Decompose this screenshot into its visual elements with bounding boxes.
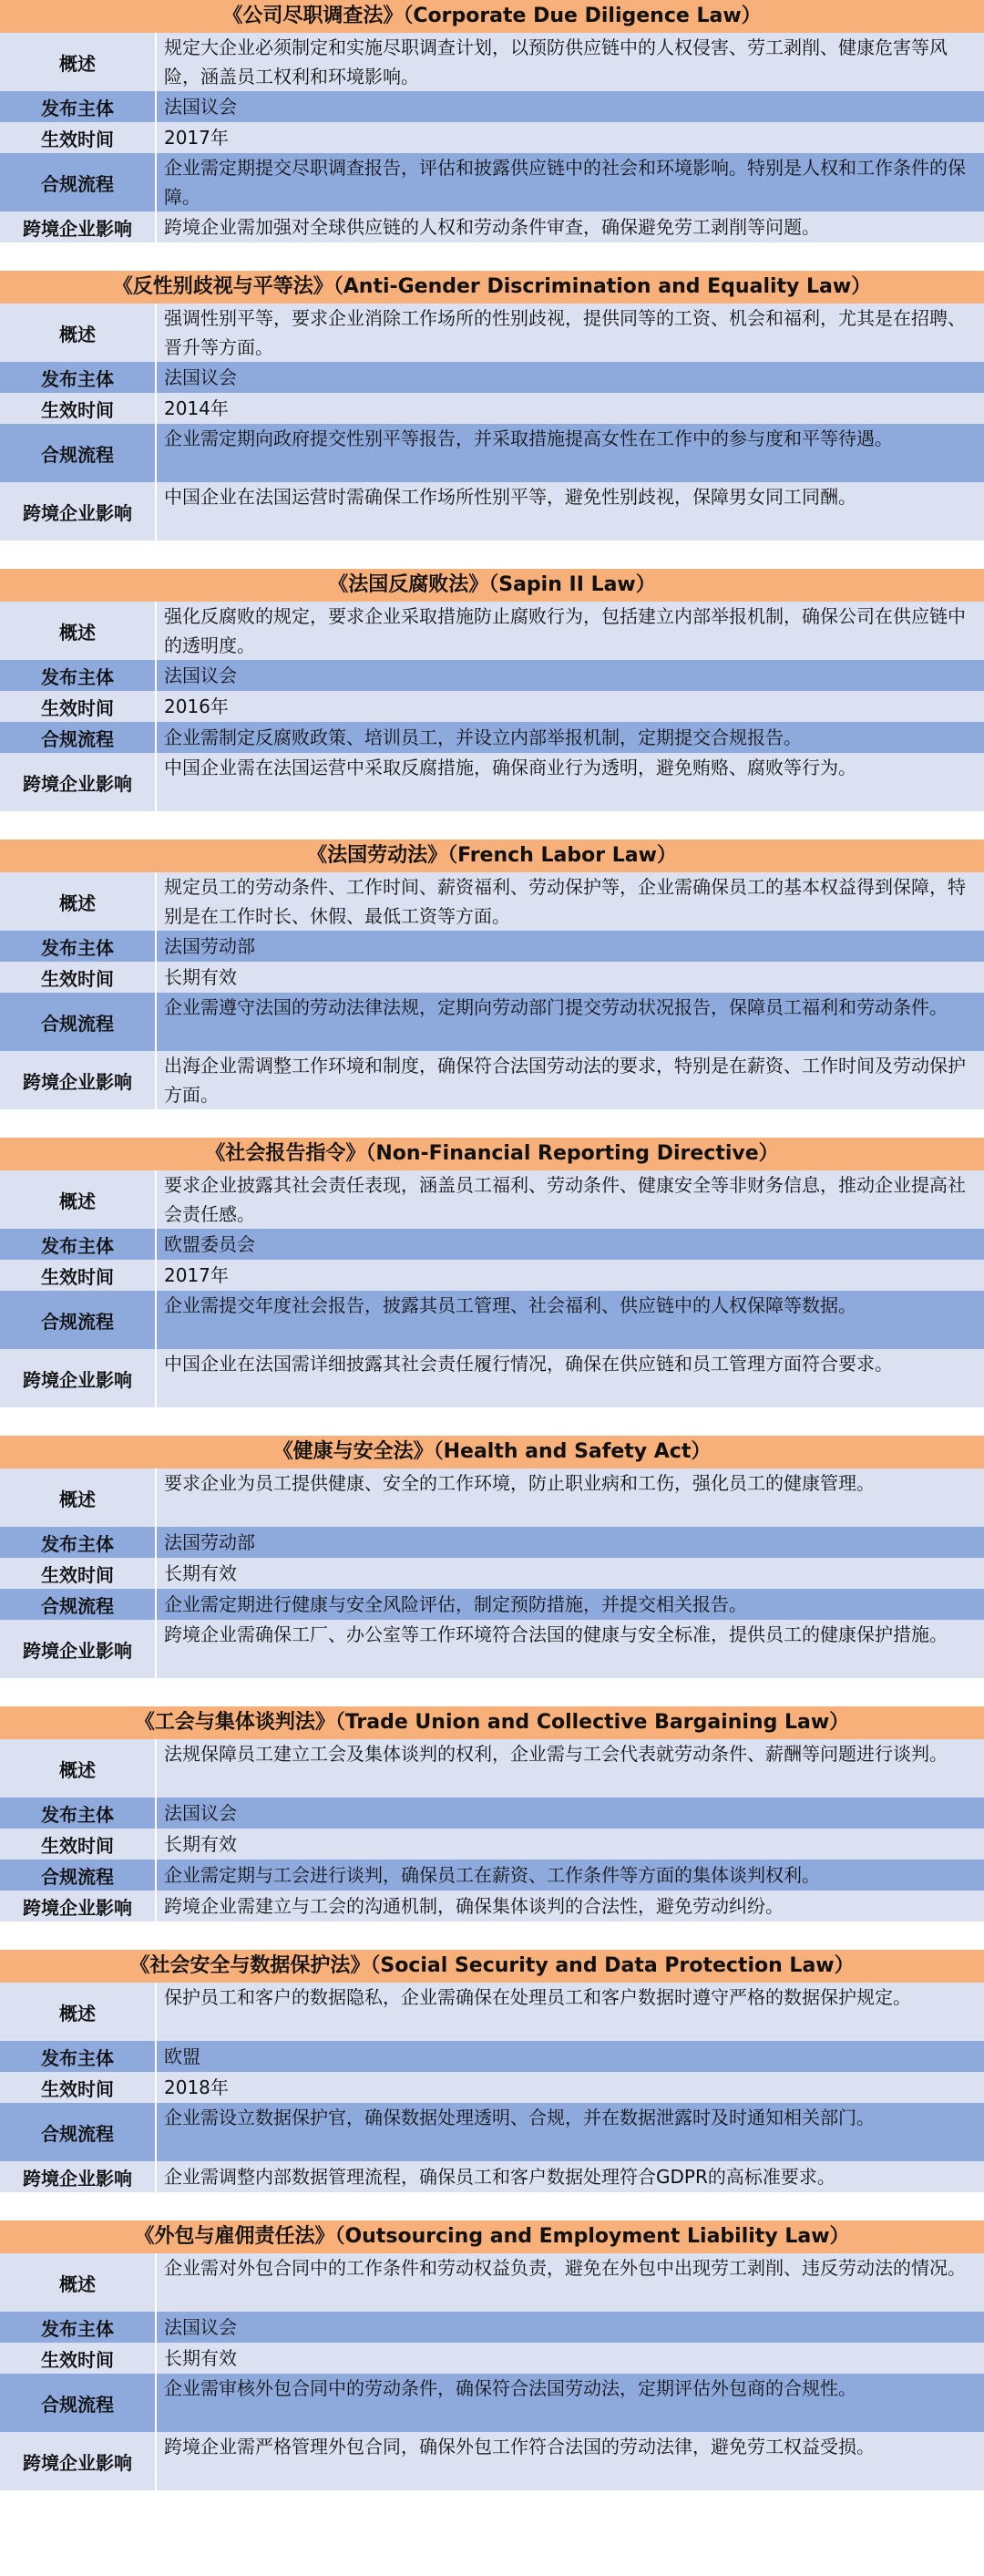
row-label-impact: 跨境企业影响 xyxy=(0,2432,157,2490)
law-row-impact xyxy=(0,753,984,811)
law-row-effective xyxy=(0,1829,984,1860)
row-label-issuer: 发布主体 xyxy=(0,91,157,122)
row-value-text: 要求企业为员工提供健康、安全的工作环境，防止职业病和工伤，强化员工的健康管理。 xyxy=(164,1472,875,1494)
row-value-overview xyxy=(157,1468,984,1527)
row-value-issuer xyxy=(157,1527,984,1558)
row-value-text: 企业需定期向政府提交性别平等报告，并采取措施提高女性在工作中的参与度和平等待遇。 xyxy=(164,428,893,449)
row-value-impact xyxy=(157,753,984,811)
row-label-effective: 生效时间 xyxy=(0,962,157,993)
row-value-effective xyxy=(157,122,984,153)
row-value-effective xyxy=(157,1558,984,1589)
row-value-text: 保护员工和客户的数据隐私，企业需确保在处理员工和客户数据时遵守严格的数据保护规定。 xyxy=(164,1986,911,2008)
row-label-effective: 生效时间 xyxy=(0,691,157,722)
row-value-text: 跨境企业需建立与工会的沟通机制，确保集体谈判的合法性，避免劳动纠纷。 xyxy=(164,1895,784,1917)
row-value-text: 中国企业在法国运营时需确保工作场所性别平等，避免性别歧视，保障男女同工同酬。 xyxy=(164,486,856,508)
row-value-text: 出海企业需调整工作环境和制度，确保符合法国劳动法的要求，特别是在薪资、工作时间及劳动保护方面。 xyxy=(164,1055,966,1106)
law-row-process xyxy=(0,153,984,211)
row-label-overview: 概述 xyxy=(0,2253,157,2312)
row-label-effective: 生效时间 xyxy=(0,2343,157,2374)
row-label-overview: 概述 xyxy=(0,304,157,362)
row-value-impact xyxy=(157,1349,984,1407)
law-title: 《社会报告指令》（Non-Financial Reporting Directive） xyxy=(0,1138,984,1170)
law-row-issuer xyxy=(0,1798,984,1829)
row-label-overview: 概述 xyxy=(0,602,157,660)
row-value-impact xyxy=(157,1620,984,1678)
row-value-impact xyxy=(157,2432,984,2490)
row-value-process xyxy=(157,1589,984,1620)
law-row-issuer xyxy=(0,1527,984,1558)
law-title: 《外包与雇佣责任法》（Outsourcing and Employment Liability Law） xyxy=(0,2221,984,2253)
row-value-text: 长期有效 xyxy=(164,1562,237,1584)
law-row-effective xyxy=(0,2343,984,2374)
law-row-effective xyxy=(0,2072,984,2103)
law-row-impact xyxy=(0,1891,984,1922)
row-value-text: 中国企业需在法国运营中采取反腐措施，确保商业行为透明，避免贿赂、腐败等行为。 xyxy=(164,757,856,778)
row-label-effective: 生效时间 xyxy=(0,393,157,424)
row-value-overview xyxy=(157,33,984,91)
row-value-issuer xyxy=(157,660,984,691)
row-value-effective xyxy=(157,2343,984,2374)
row-value-overview xyxy=(157,602,984,660)
row-label-issuer: 发布主体 xyxy=(0,2041,157,2072)
row-value-text: 企业需遵守法国的劳动法律法规，定期向劳动部门提交劳动状况报告，保障员工福利和劳动条件。 xyxy=(164,996,948,1018)
row-label-impact: 跨境企业影响 xyxy=(0,2161,157,2192)
row-value-text: 法国议会 xyxy=(164,96,237,118)
row-label-impact: 跨境企业影响 xyxy=(0,1051,157,1109)
law-row-issuer xyxy=(0,91,984,122)
row-label-impact: 跨境企业影响 xyxy=(0,1620,157,1678)
law-section xyxy=(0,1138,984,1407)
law-row-overview xyxy=(0,1170,984,1229)
row-value-text: 法国议会 xyxy=(164,366,237,388)
row-value-text: 法国议会 xyxy=(164,1802,237,1824)
law-row-issuer xyxy=(0,1229,984,1260)
row-value-overview xyxy=(157,304,984,362)
law-title: 《工会与集体谈判法》（Trade Union and Collective Bargaining Law） xyxy=(0,1706,984,1739)
row-label-process: 合规流程 xyxy=(0,722,157,753)
law-row-process xyxy=(0,2103,984,2161)
row-label-issuer: 发布主体 xyxy=(0,2312,157,2343)
row-value-text: 企业需定期提交尽职调查报告，评估和披露供应链中的社会和环境影响。特别是人权和工作条件的保障。 xyxy=(164,157,966,208)
law-row-process xyxy=(0,722,984,753)
row-value-effective xyxy=(157,393,984,424)
row-value-text: 2016年 xyxy=(164,696,229,717)
row-value-overview xyxy=(157,1170,984,1229)
row-label-process: 合规流程 xyxy=(0,2103,157,2161)
row-value-text: 欧盟 xyxy=(164,2045,200,2067)
law-title: 《健康与安全法》（Health and Safety Act） xyxy=(0,1436,984,1468)
row-value-overview xyxy=(157,1739,984,1798)
law-row-impact xyxy=(0,1620,984,1678)
law-row-overview xyxy=(0,2253,984,2312)
row-label-impact: 跨境企业影响 xyxy=(0,753,157,811)
row-value-overview xyxy=(157,1983,984,2041)
row-label-impact: 跨境企业影响 xyxy=(0,1349,157,1407)
law-row-effective xyxy=(0,1558,984,1589)
row-value-text: 企业需审核外包合同中的劳动条件，确保符合法国劳动法，定期评估外包商的合规性。 xyxy=(164,2377,856,2399)
law-row-process xyxy=(0,1291,984,1349)
row-value-text: 企业需调整内部数据管理流程，确保员工和客户数据处理符合GDPR的高标准要求。 xyxy=(164,2166,835,2188)
law-row-impact xyxy=(0,2432,984,2490)
row-value-process xyxy=(157,153,984,211)
row-label-issuer: 发布主体 xyxy=(0,362,157,393)
law-row-issuer xyxy=(0,660,984,691)
section-gap xyxy=(0,2192,984,2221)
row-value-effective xyxy=(157,1260,984,1291)
row-label-impact: 跨境企业影响 xyxy=(0,1891,157,1922)
row-value-issuer xyxy=(157,91,984,122)
section-gap xyxy=(0,1109,984,1138)
law-row-impact xyxy=(0,1349,984,1407)
row-label-process: 合规流程 xyxy=(0,1291,157,1349)
law-section xyxy=(0,0,984,242)
row-value-text: 长期有效 xyxy=(164,1833,237,1855)
law-section xyxy=(0,1436,984,1678)
law-row-overview xyxy=(0,872,984,931)
row-value-text: 企业需设立数据保护官，确保数据处理透明、合规，并在数据泄露时及时通知相关部门。 xyxy=(164,2107,875,2128)
row-value-text: 规定员工的劳动条件、工作时间、薪资福利、劳动保护等，企业需确保员工的基本权益得到保障，特别是在工作时长、休假、最低工资等方面。 xyxy=(164,876,966,927)
row-label-process: 合规流程 xyxy=(0,2374,157,2432)
row-label-overview: 概述 xyxy=(0,872,157,931)
row-label-overview: 概述 xyxy=(0,1468,157,1527)
row-label-impact: 跨境企业影响 xyxy=(0,211,157,242)
law-row-process xyxy=(0,2374,984,2432)
row-value-impact xyxy=(157,1051,984,1109)
section-gap xyxy=(0,811,984,840)
law-title: 《社会安全与数据保护法》（Social Security and Data Protection Law） xyxy=(0,1950,984,1983)
row-value-text: 跨境企业需加强对全球供应链的人权和劳动条件审查，确保避免劳工剥削等问题。 xyxy=(164,216,820,238)
law-title: 《公司尽职调查法》（Corporate Due Diligence Law） xyxy=(0,0,984,33)
row-value-text: 跨境企业需严格管理外包合同，确保外包工作符合法国的劳动法律，避免劳工权益受损。 xyxy=(164,2436,875,2458)
row-label-overview: 概述 xyxy=(0,1739,157,1798)
row-value-process xyxy=(157,1860,984,1891)
law-title: 《法国反腐败法》（Sapin II Law） xyxy=(0,569,984,602)
row-value-overview xyxy=(157,872,984,931)
row-value-issuer xyxy=(157,931,984,962)
row-value-text: 法规保障员工建立工会及集体谈判的权利，企业需与工会代表就劳动条件、薪酬等问题进行谈判。 xyxy=(164,1743,948,1765)
section-gap xyxy=(0,242,984,271)
law-row-overview xyxy=(0,304,984,362)
row-value-text: 长期有效 xyxy=(164,966,237,988)
row-value-text: 2014年 xyxy=(164,397,229,419)
law-row-issuer xyxy=(0,362,984,393)
section-gap xyxy=(0,1678,984,1706)
law-section xyxy=(0,569,984,811)
row-label-effective: 生效时间 xyxy=(0,122,157,153)
row-value-text: 规定大企业必须制定和实施尽职调查计划，以预防供应链中的人权侵害、劳工剥削、健康危害等风险，涵盖员工权利和环境影响。 xyxy=(164,36,948,88)
row-value-process xyxy=(157,722,984,753)
row-label-effective: 生效时间 xyxy=(0,2072,157,2103)
row-value-text: 企业需定期进行健康与安全风险评估，制定预防措施，并提交相关报告。 xyxy=(164,1593,747,1615)
law-row-process xyxy=(0,1589,984,1620)
row-label-process: 合规流程 xyxy=(0,993,157,1051)
row-value-text: 企业需制定反腐败政策、培训员工，并设立内部举报机制，定期提交合规报告。 xyxy=(164,726,802,748)
law-row-effective xyxy=(0,393,984,424)
row-label-overview: 概述 xyxy=(0,1170,157,1229)
law-row-overview xyxy=(0,1983,984,2041)
law-row-process xyxy=(0,993,984,1051)
row-value-process xyxy=(157,424,984,482)
law-row-issuer xyxy=(0,2312,984,2343)
row-value-text: 2017年 xyxy=(164,1264,229,1286)
row-value-text: 法国议会 xyxy=(164,2316,237,2338)
law-section xyxy=(0,840,984,1109)
row-value-text: 2018年 xyxy=(164,2076,229,2098)
row-value-text: 企业需对外包合同中的工作条件和劳动权益负责，避免在外包中出现劳工剥削、违反劳动法的情况。 xyxy=(164,2257,966,2279)
row-value-text: 中国企业在法国需详细披露其社会责任履行情况，确保在供应链和员工管理方面符合要求。 xyxy=(164,1353,893,1375)
law-row-effective xyxy=(0,1260,984,1291)
row-label-overview: 概述 xyxy=(0,1983,157,2041)
row-label-effective: 生效时间 xyxy=(0,1829,157,1860)
law-row-effective xyxy=(0,691,984,722)
row-value-process xyxy=(157,2103,984,2161)
row-value-effective xyxy=(157,962,984,993)
row-label-issuer: 发布主体 xyxy=(0,1798,157,1829)
row-value-effective xyxy=(157,1829,984,1860)
law-row-impact xyxy=(0,2161,984,2192)
law-row-process xyxy=(0,1860,984,1891)
row-value-text: 法国劳动部 xyxy=(164,935,255,957)
row-value-text: 2017年 xyxy=(164,127,229,149)
row-value-text: 企业需定期与工会进行谈判，确保员工在薪资、工作条件等方面的集体谈判权利。 xyxy=(164,1864,820,1886)
row-value-effective xyxy=(157,2072,984,2103)
law-row-overview xyxy=(0,1468,984,1527)
law-row-process xyxy=(0,424,984,482)
law-title: 《反性别歧视与平等法》（Anti-Gender Discrimination and Equality Law） xyxy=(0,271,984,304)
row-value-text: 长期有效 xyxy=(164,2347,237,2369)
row-value-issuer xyxy=(157,1798,984,1829)
law-section xyxy=(0,1706,984,1922)
row-value-issuer xyxy=(157,2312,984,2343)
row-value-text: 强化反腐败的规定，要求企业采取措施防止腐败行为，包括建立内部举报机制，确保公司在供应链中的透明度。 xyxy=(164,605,966,656)
row-value-issuer xyxy=(157,1229,984,1260)
row-value-text: 强调性别平等，要求企业消除工作场所的性别歧视，提供同等的工资、机会和福利，尤其是在招聘、晋升等方面。 xyxy=(164,307,966,358)
law-section xyxy=(0,271,984,541)
row-value-effective xyxy=(157,691,984,722)
row-label-impact: 跨境企业影响 xyxy=(0,482,157,541)
law-row-impact xyxy=(0,211,984,242)
row-label-issuer: 发布主体 xyxy=(0,1527,157,1558)
law-row-overview xyxy=(0,602,984,660)
row-label-effective: 生效时间 xyxy=(0,1260,157,1291)
row-value-impact xyxy=(157,1891,984,1922)
row-value-overview xyxy=(157,2253,984,2312)
law-section xyxy=(0,2221,984,2490)
law-section xyxy=(0,1950,984,2192)
row-label-process: 合规流程 xyxy=(0,153,157,211)
law-row-impact xyxy=(0,482,984,541)
row-value-process xyxy=(157,993,984,1051)
law-row-issuer xyxy=(0,2041,984,2072)
law-row-issuer xyxy=(0,931,984,962)
section-gap xyxy=(0,1407,984,1436)
row-value-process xyxy=(157,2374,984,2432)
row-value-text: 企业需提交年度社会报告，披露其员工管理、社会福利、供应链中的人权保障等数据。 xyxy=(164,1294,856,1316)
row-value-text: 法国议会 xyxy=(164,665,237,686)
row-label-effective: 生效时间 xyxy=(0,1558,157,1589)
row-value-process xyxy=(157,1291,984,1349)
row-label-process: 合规流程 xyxy=(0,1860,157,1891)
row-label-overview: 概述 xyxy=(0,33,157,91)
row-value-issuer xyxy=(157,362,984,393)
law-row-impact xyxy=(0,1051,984,1109)
row-label-issuer: 发布主体 xyxy=(0,660,157,691)
row-label-process: 合规流程 xyxy=(0,1589,157,1620)
row-value-impact xyxy=(157,211,984,242)
row-value-text: 法国劳动部 xyxy=(164,1531,255,1553)
law-row-overview xyxy=(0,33,984,91)
section-gap xyxy=(0,541,984,569)
row-label-issuer: 发布主体 xyxy=(0,1229,157,1260)
row-value-impact xyxy=(157,2161,984,2192)
row-value-text: 要求企业披露其社会责任表现，涵盖员工福利、劳动条件、健康安全等非财务信息，推动企业提高社会责任感。 xyxy=(164,1174,966,1225)
law-row-overview xyxy=(0,1739,984,1798)
row-value-text: 跨境企业需确保工厂、办公室等工作环境符合法国的健康与安全标准，提供员工的健康保护措施。 xyxy=(164,1623,948,1645)
section-gap xyxy=(0,1922,984,1950)
law-row-effective xyxy=(0,962,984,993)
row-value-impact xyxy=(157,482,984,541)
row-label-issuer: 发布主体 xyxy=(0,931,157,962)
law-title: 《法国劳动法》（French Labor Law） xyxy=(0,840,984,872)
row-value-issuer xyxy=(157,2041,984,2072)
law-row-effective xyxy=(0,122,984,153)
row-label-process: 合规流程 xyxy=(0,424,157,482)
row-value-text: 欧盟委员会 xyxy=(164,1233,255,1255)
